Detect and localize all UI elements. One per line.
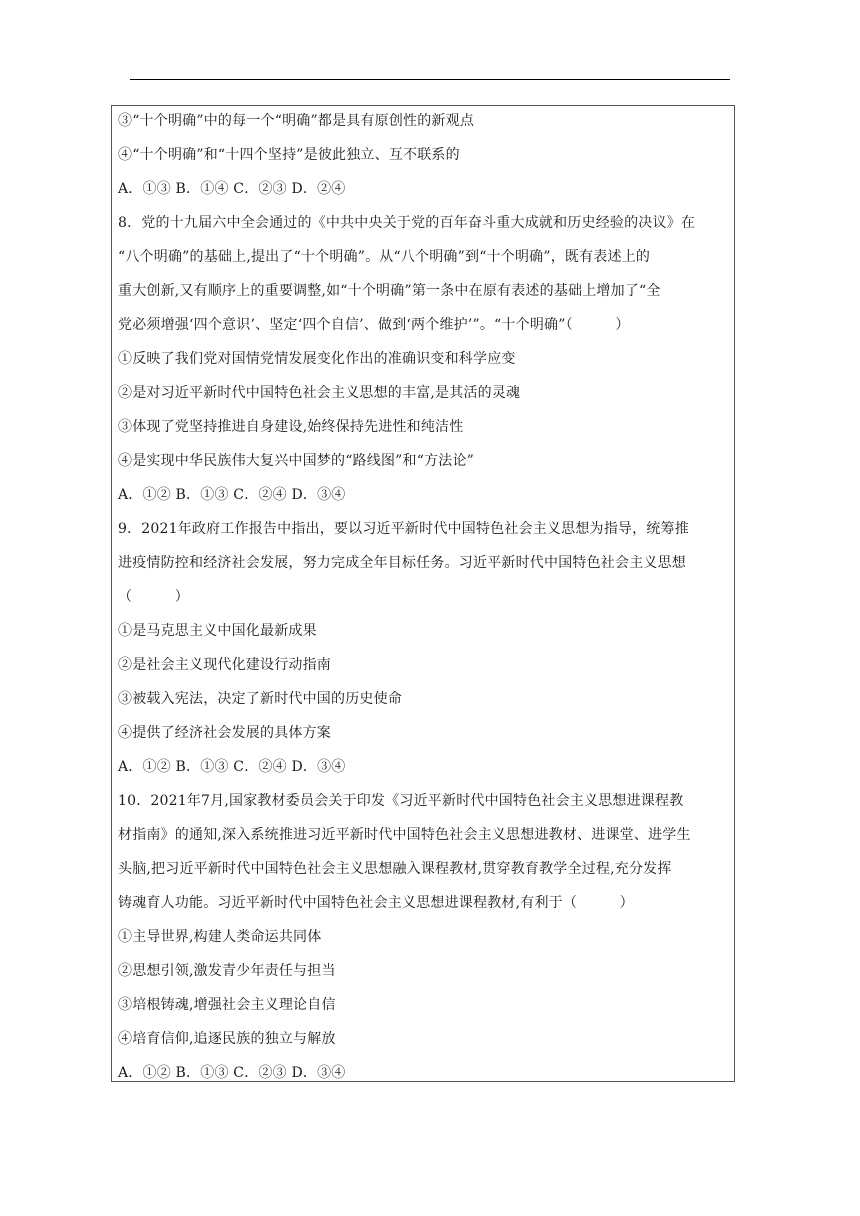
q8-answer-choices: A．①② B．①③ C．②④ D．③④ — [118, 487, 346, 503]
q9-option-4: ④提供了经济社会发展的具体方案 — [118, 725, 331, 741]
q10-stem-line-1: 10．2021年7月,国家教材委员会关于印发《习近平新时代中国特色社会主义思想进课程教 — [118, 793, 684, 809]
q7-option-3: ③“十个明确”中的每一个“明确”都是具有原创性的新观点 — [118, 113, 475, 129]
q10-option-2: ②思想引领,激发青少年责任与担当 — [118, 963, 336, 979]
q8-option-3: ③体现了党坚持推进自身建设,始终保持先进性和纯洁性 — [118, 419, 464, 435]
q9-answer-choices: A．①② B．①③ C．②④ D．③④ — [118, 759, 346, 775]
q8-stem-line-2: “八个明确”的基础上,提出了“十个明确”。从“八个明确”到“十个明确”，既有表述上的 — [118, 249, 651, 265]
q10-stem-line-3: 头脑,把习近平新时代中国特色社会主义思想融入课程教材,贯穿教育教学全过程,充分发挥 — [118, 861, 672, 877]
q8-stem-line-3: 重大创新,又有顺序上的重要调整,如“十个明确”第一条中在原有表述的基础上增加了“全 — [118, 283, 661, 299]
q8-stem-line-4: 党必须增强‘四个意识’、坚定‘四个自信’、做到‘两个维护’”。“十个明确”（ ） — [118, 317, 630, 333]
q9-option-3: ③被载入宪法，决定了新时代中国的历史使命 — [118, 691, 402, 707]
q9-stem-line-2: 进疫情防控和经济社会发展，努力完成全年目标任务。习近平新时代中国特色社会主义思想 — [118, 555, 686, 571]
q10-option-1: ①主导世界,构建人类命运共同体 — [118, 929, 322, 945]
q8-option-4: ④是实现中华民族伟大复兴中国梦的“路线图”和“方法论” — [118, 453, 475, 469]
q9-option-2: ②是社会主义现代化建设行动指南 — [118, 657, 331, 673]
q7-option-4: ④“十个明确”和“十四个坚持”是彼此独立、互不联系的 — [118, 147, 460, 163]
q8-stem-line-1: 8．党的十九届六中全会通过的《中共中央关于党的百年奋斗重大成就和历史经验的决议》在 — [118, 215, 696, 231]
q9-option-1: ①是马克思主义中国化最新成果 — [118, 623, 317, 639]
q9-stem-line-3: （ ） — [118, 589, 189, 605]
q10-option-4: ④培育信仰,追逐民族的独立与解放 — [118, 1031, 336, 1047]
q8-option-1: ①反映了我们党对国情党情发展变化作出的准确识变和科学应变 — [118, 351, 516, 367]
q7-answer-choices: A．①③ B．①④ C．②③ D．②④ — [118, 181, 346, 197]
question-content — [118, 107, 730, 1093]
header-rule — [130, 79, 730, 80]
q8-option-2: ②是对习近平新时代中国特色社会主义思想的丰富,是其活的灵魂 — [118, 385, 521, 401]
q10-stem-line-2: 材指南》的通知,深入系统推进习近平新时代中国特色社会主义思想进教材、进课堂、进学生 — [118, 827, 691, 843]
q10-option-3: ③培根铸魂,增强社会主义理论自信 — [118, 997, 336, 1013]
q9-stem-line-1: 9．2021年政府工作报告中指出，要以习近平新时代中国特色社会主义思想为指导，统筹推 — [118, 521, 689, 537]
q10-answer-choices: A．①② B．①③ C．②③ D．③④ — [118, 1065, 346, 1081]
q10-stem-line-4: 铸魂育人功能。习近平新时代中国特色社会主义思想进课程教材,有利于（ ） — [118, 895, 634, 911]
